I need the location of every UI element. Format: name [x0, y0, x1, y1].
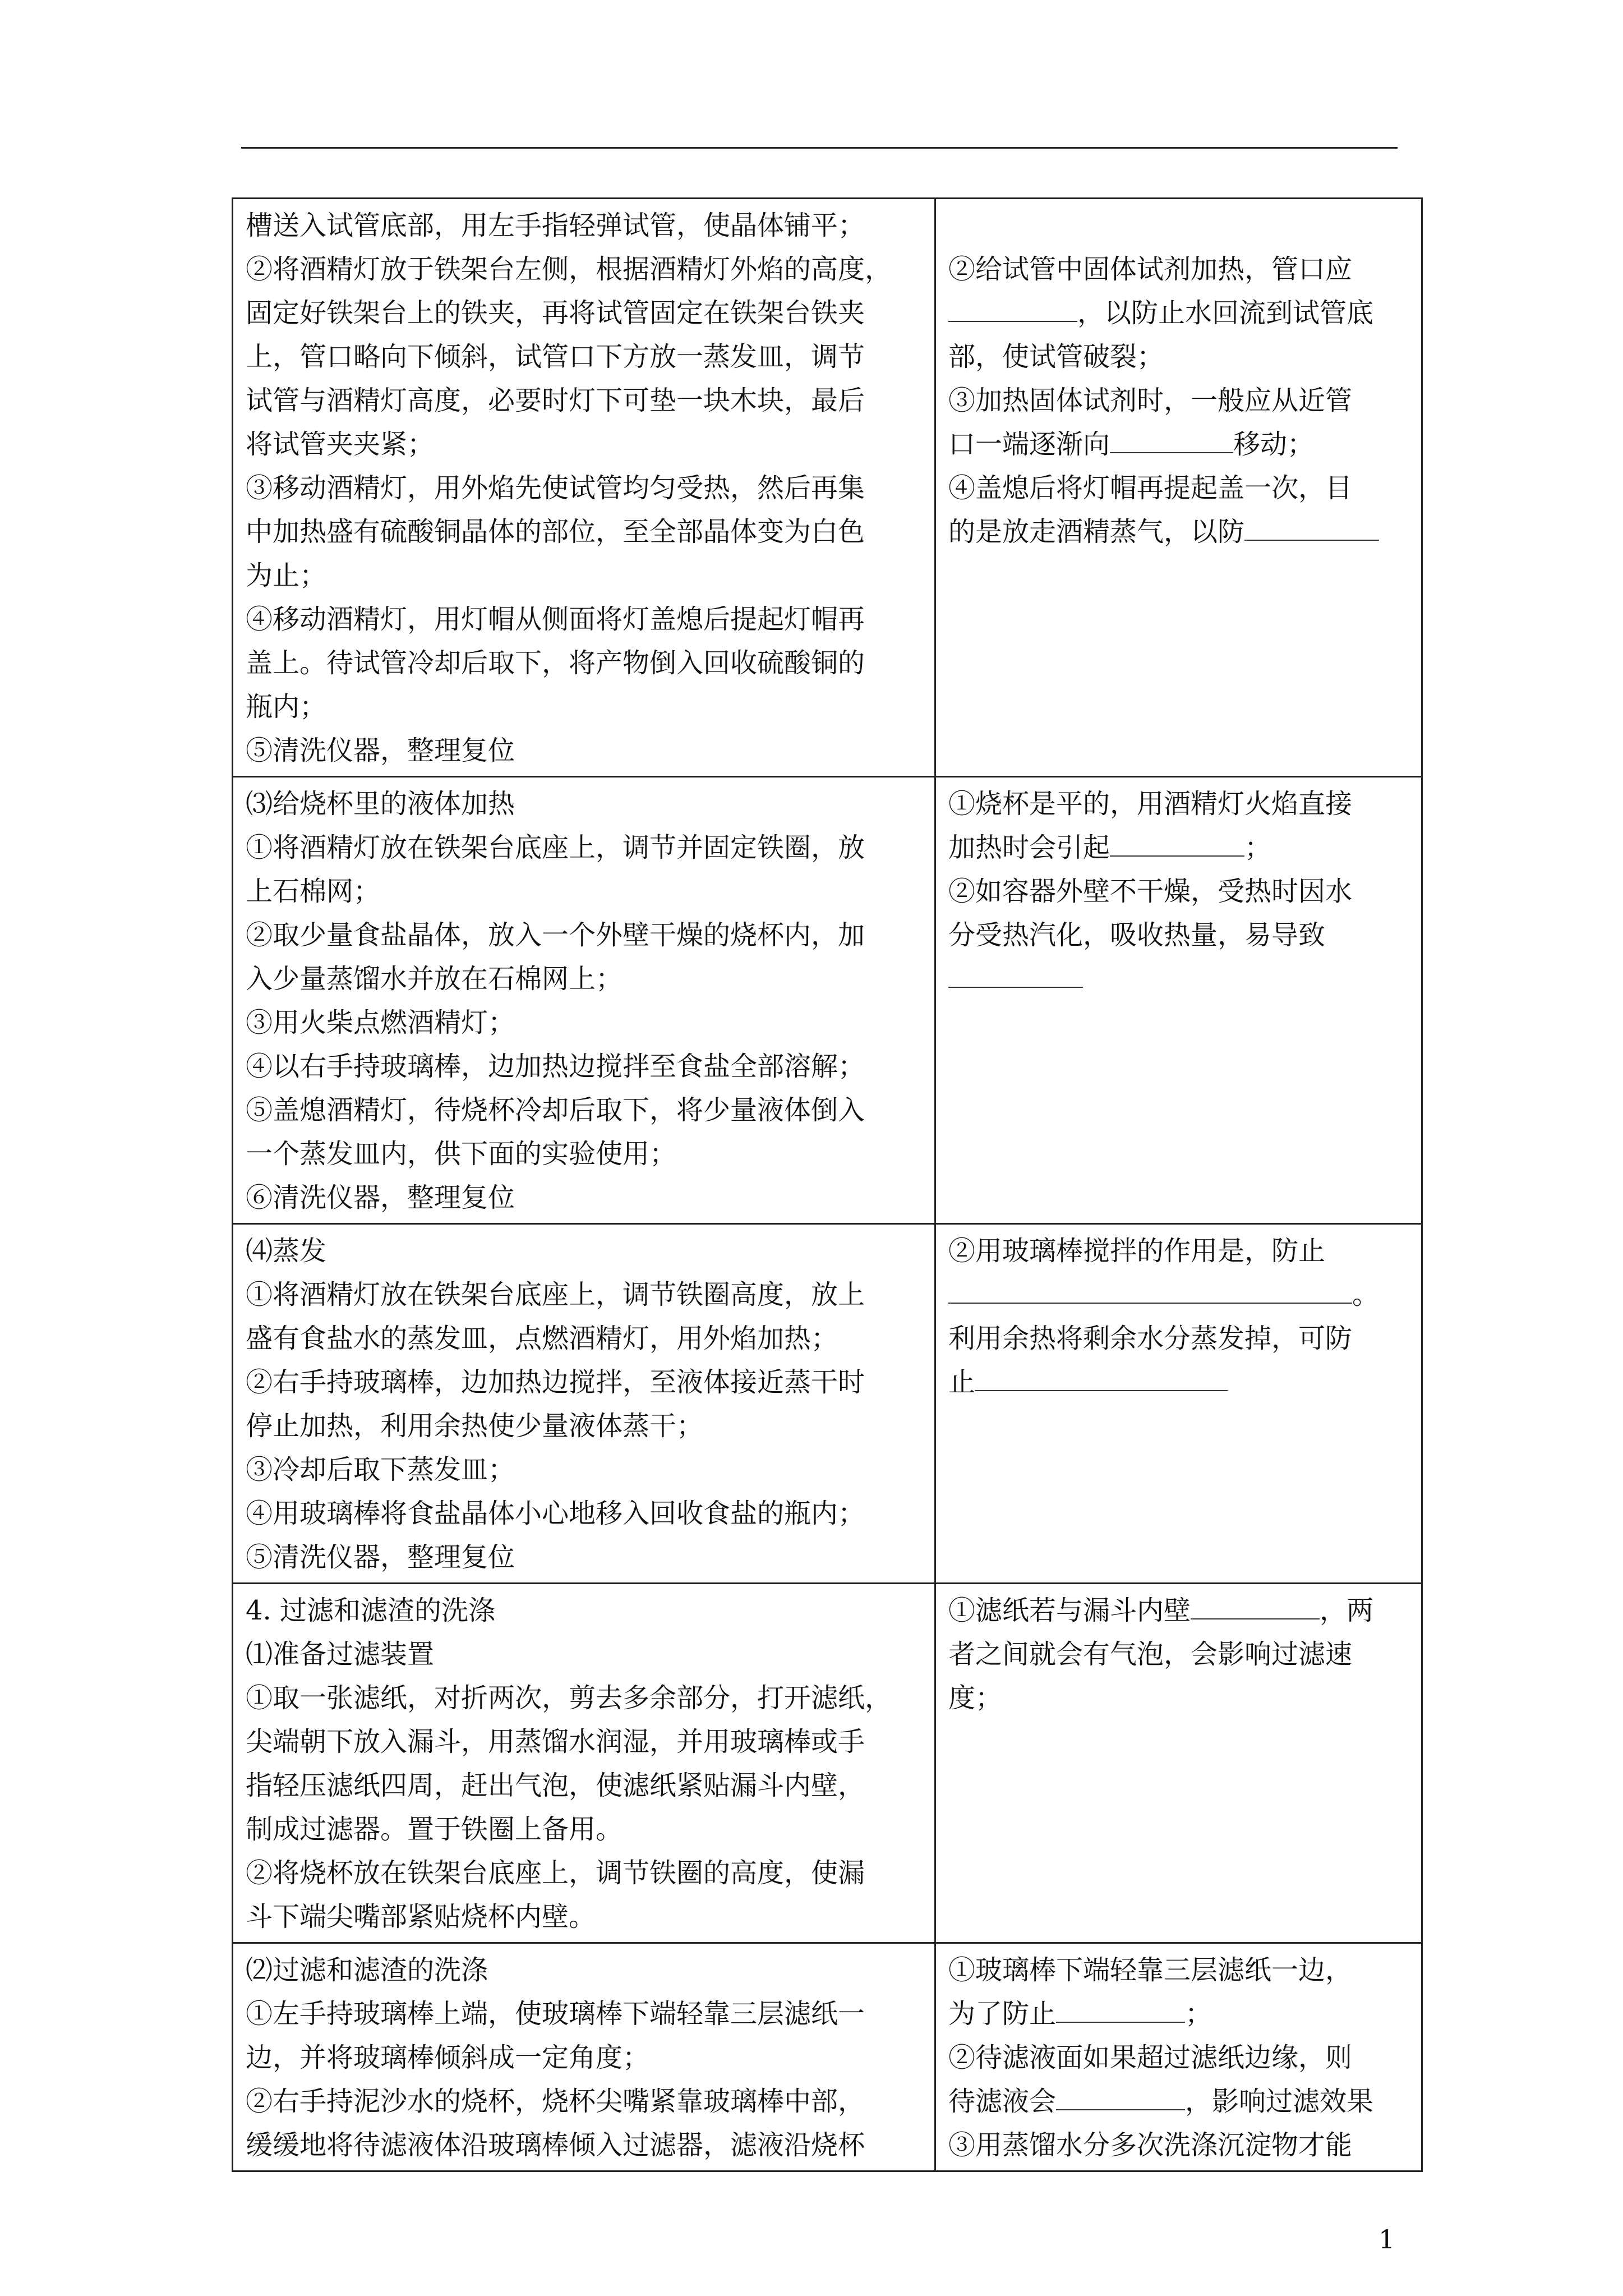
procedure-line: ③冷却后取下蒸发皿； [246, 1454, 515, 1485]
note-line [948, 869, 1413, 913]
note-text: ①烧杯是平的，用酒精灯火焰直接 [948, 788, 1353, 820]
procedure-line: 入少量蒸馏水并放在石棉网上； [246, 963, 623, 995]
note-line [948, 2036, 1413, 2079]
note-text: ①滤纸若与漏斗内壁 [948, 1595, 1191, 1626]
fill-in-blank[interactable] [1110, 831, 1244, 857]
note-line [948, 466, 1413, 510]
note-line [948, 1589, 1413, 1632]
note-text: ②用玻璃棒搅拌的作用是，防止 [948, 1235, 1326, 1267]
note-line [948, 1317, 1413, 1360]
procedure-line: ④移动酒精灯，用灯帽从侧面将灯盖熄后提起灯帽再 [246, 604, 865, 635]
note-text: 者之间就会有气泡，会影响过滤速 [948, 1639, 1353, 1670]
fill-in-blank[interactable] [948, 1278, 1352, 1304]
procedure-line: ④用玻璃棒将食盐晶体小心地移入回收食盐的瓶内； [246, 1498, 865, 1529]
content-table [232, 197, 1423, 2172]
note-line [948, 1992, 1413, 2036]
note-line [948, 291, 1413, 335]
procedure-line: 将试管夹夹紧； [246, 429, 435, 460]
note-text: 分受热汽化，吸收热量，易导致 [948, 919, 1326, 951]
procedure-line: ⑴准备过滤装置 [246, 1639, 435, 1670]
procedure-line: ④以右手持玻璃棒，边加热边搅拌至食盐全部溶解； [246, 1051, 865, 1082]
procedure-line: ⑥清洗仪器，整理复位 [246, 1182, 515, 1213]
note-text: 的是放走酒精蒸气，以防 [948, 516, 1245, 547]
procedure-line: ⑤清洗仪器，整理复位 [246, 735, 515, 766]
procedure-line: 槽送入试管底部，用左手指轻弹试管，使晶体铺平； [246, 210, 865, 241]
procedure-line: 4. 过滤和滤渣的洗涤 [246, 1595, 496, 1626]
header-rule [241, 147, 1398, 149]
note-text: ，以防止水回流到试管底 [1077, 297, 1374, 329]
procedure-line: ①将酒精灯放在铁架台底座上，调节铁圈高度，放上 [246, 1279, 865, 1310]
table-row [233, 1584, 1422, 1943]
note-line [948, 422, 1413, 466]
table-row [233, 777, 1422, 1224]
note-text: ，两 [1320, 1595, 1374, 1626]
notes-cell [935, 777, 1422, 1224]
fill-in-blank[interactable] [1191, 1594, 1320, 1619]
procedure-line: ⑤清洗仪器，整理复位 [246, 1542, 515, 1573]
fill-in-blank[interactable] [1244, 515, 1379, 541]
procedure-line: ①左手持玻璃棒上端，使玻璃棒下端轻靠三层滤纸一 [246, 1998, 865, 2030]
note-line [948, 204, 1413, 247]
note-text: ②如容器外壁不干燥，受热时因水 [948, 876, 1353, 907]
table-body [233, 199, 1422, 2171]
procedure-line: ⑵过滤和滤渣的洗涤 [246, 1954, 488, 1986]
note-line [948, 2079, 1413, 2123]
procedure-line: ①取一张滤纸，对折两次，剪去多余部分，打开滤纸， [246, 1682, 892, 1714]
notes-cell [935, 199, 1422, 777]
procedure-line: 瓶内； [246, 691, 327, 723]
note-line [948, 1229, 1413, 1273]
procedure-line: 中加热盛有硫酸铜晶体的部位，至全部晶体变为白色 [246, 516, 865, 547]
note-text: 部，使试管破裂； [948, 341, 1164, 372]
note-text: 止 [948, 1366, 976, 1398]
note-text: 度； [948, 1682, 1003, 1714]
procedure-line: ②右手持玻璃棒，边加热边搅拌，至液体接近蒸干时 [246, 1366, 865, 1398]
procedure-line: ③用火柴点燃酒精灯； [246, 1007, 515, 1038]
note-line [948, 913, 1413, 957]
note-text: ③用蒸馏水分多次洗涤沉淀物才能 [948, 2129, 1353, 2161]
fill-in-blank[interactable] [975, 1365, 1228, 1391]
note-line [948, 1676, 1413, 1720]
note-text: 利用余热将剩余水分蒸发掉，可防 [948, 1323, 1353, 1354]
note-text: 。 [1352, 1279, 1380, 1310]
note-text: ①玻璃棒下端轻靠三层滤纸一边， [948, 1954, 1353, 1986]
note-text: 口一端逐渐向 [948, 429, 1110, 460]
procedure-cell [233, 199, 935, 777]
fill-in-blank[interactable] [1056, 2085, 1185, 2110]
procedure-cell [233, 1943, 935, 2171]
procedure-cell [233, 1584, 935, 1943]
note-line [948, 1360, 1413, 1404]
note-text: ③加热固体试剂时，一般应从近管 [948, 385, 1353, 416]
page-number: 1 [1378, 2224, 1395, 2254]
table-row [233, 1943, 1422, 2171]
fill-in-blank[interactable] [1056, 1997, 1185, 2023]
table-row [233, 199, 1422, 777]
procedure-line: 边，并将玻璃棒倾斜成一定角度； [246, 2042, 650, 2073]
procedure-line: ⑤盖熄酒精灯，待烧杯冷却后取下，将少量液体倒入 [246, 1094, 865, 1126]
procedure-line: ⑷蒸发 [246, 1235, 327, 1267]
procedure-line: 斗下端尖嘴部紧贴烧杯内壁。 [246, 1901, 596, 1932]
procedure-line: ②将酒精灯放于铁架台左侧，根据酒精灯外焰的高度， [246, 254, 892, 285]
note-line [948, 247, 1413, 291]
procedure-line: 上，管口略向下倾斜，试管口下方放一蒸发皿，调节 [246, 341, 865, 372]
note-text: ； [1244, 832, 1272, 863]
procedure-line: ①将酒精灯放在铁架台底座上，调节并固定铁圈，放 [246, 832, 865, 863]
table-row [233, 1224, 1422, 1584]
note-line [948, 2123, 1413, 2167]
procedure-line: ②右手持泥沙水的烧杯，烧杯尖嘴紧靠玻璃棒中部， [246, 2086, 865, 2117]
procedure-line: ②将烧杯放在铁架台底座上，调节铁圈的高度，使漏 [246, 1857, 865, 1889]
notes-cell [935, 1224, 1422, 1584]
note-line [948, 1632, 1413, 1676]
note-text: ，影响过滤效果 [1185, 2086, 1374, 2117]
fill-in-blank[interactable] [948, 962, 1083, 988]
procedure-line: 缓缓地将待滤液体沿玻璃棒倾入过滤器，滤液沿烧杯 [246, 2129, 865, 2161]
procedure-line: ②取少量食盐晶体，放入一个外壁干燥的烧杯内，加 [246, 919, 865, 951]
note-text: 为了防止 [948, 1998, 1057, 2030]
procedure-line: 指轻压滤纸四周，赶出气泡，使滤纸紧贴漏斗内壁， [246, 1770, 865, 1801]
note-line [948, 782, 1413, 826]
procedure-cell [233, 1224, 935, 1584]
procedure-line: 上石棉网； [246, 876, 381, 907]
procedure-line: 一个蒸发皿内，供下面的实验使用； [246, 1138, 677, 1170]
procedure-line: 盛有食盐水的蒸发皿，点燃酒精灯，用外焰加热； [246, 1323, 838, 1354]
notes-cell [935, 1943, 1422, 2171]
procedure-cell [233, 777, 935, 1224]
note-text: ； [1185, 1998, 1212, 2030]
note-line [948, 1273, 1413, 1317]
note-line [948, 957, 1413, 1001]
note-line [948, 510, 1413, 554]
notes-cell [935, 1584, 1422, 1943]
procedure-line: ⑶给烧杯里的液体加热 [246, 788, 515, 820]
note-text: 加热时会引起 [948, 832, 1110, 863]
note-text: ④盖熄后将灯帽再提起盖一次，目 [948, 472, 1353, 504]
note-line [948, 335, 1413, 379]
procedure-line: 试管与酒精灯高度，必要时灯下可垫一块木块，最后 [246, 385, 865, 416]
note-line [948, 379, 1413, 422]
procedure-line: ③移动酒精灯，用外焰先使试管均匀受热，然后再集 [246, 472, 865, 504]
procedure-line: 尖端朝下放入漏斗，用蒸馏水润湿，并用玻璃棒或手 [246, 1726, 865, 1757]
note-text: 待滤液会 [948, 2086, 1057, 2117]
procedure-line: 为止； [246, 560, 327, 591]
procedure-line: 停止加热，利用余热使少量液体蒸干； [246, 1410, 704, 1442]
procedure-line: 盖上。待试管冷却后取下，将产物倒入回收硫酸铜的 [246, 647, 865, 679]
note-line [948, 826, 1413, 869]
procedure-line: 制成过滤器。置于铁圈上备用。 [246, 1814, 623, 1845]
note-line [948, 1948, 1413, 1992]
fill-in-blank[interactable] [948, 296, 1077, 322]
fill-in-blank[interactable] [1110, 427, 1233, 453]
note-text: 移动； [1233, 429, 1315, 460]
note-text: ②待滤液面如果超过滤纸边缘，则 [948, 2042, 1353, 2073]
procedure-line: 固定好铁架台上的铁夹，再将试管固定在铁架台铁夹 [246, 297, 865, 329]
note-text: ②给试管中固体试剂加热，管口应 [948, 254, 1353, 285]
